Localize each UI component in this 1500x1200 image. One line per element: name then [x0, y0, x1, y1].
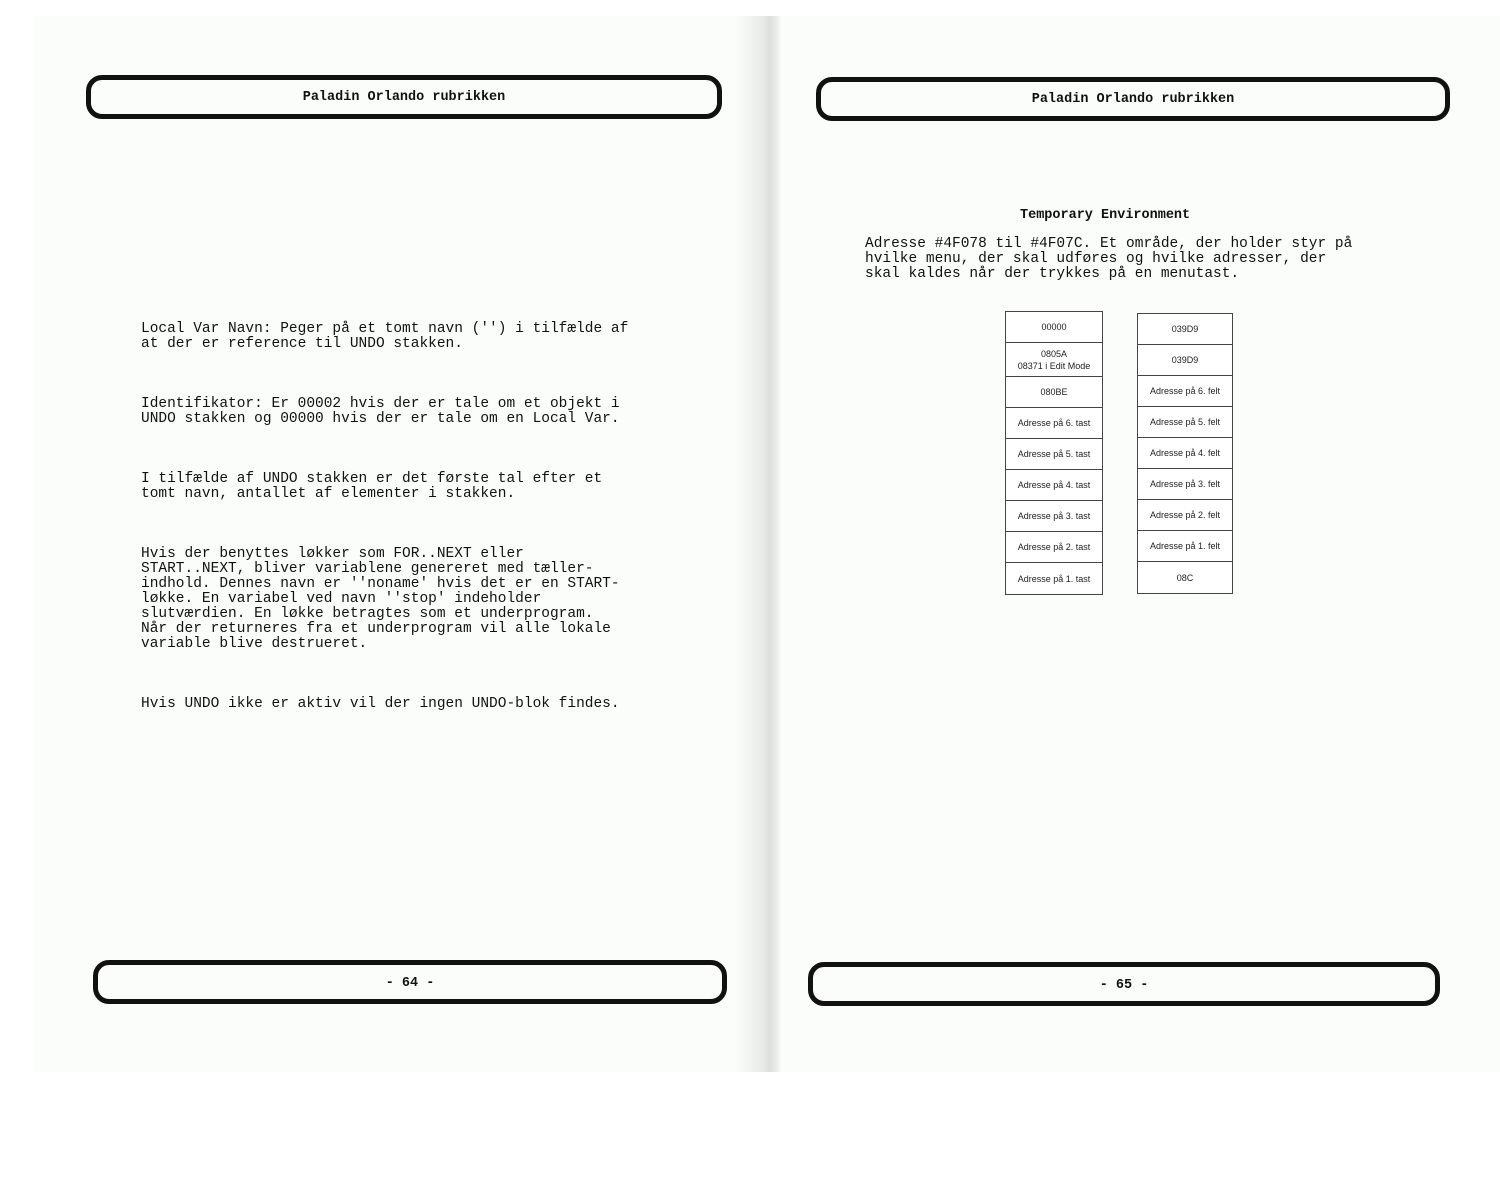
menu-field-stack-cell-label: Adresse på 4. felt: [1149, 448, 1221, 458]
menu-key-stack-cell-label: Adresse på 1. tast: [1017, 573, 1091, 584]
menu-key-stack-cell: [1006, 501, 1102, 532]
paragraph-identifikator: Identifikator: Er 00002 hvis der er tale om et objekt i UNDO stakken og 00000 hvis der er tale om en Local Var.: [141, 396, 620, 427]
menu-field-stack-cell: [1138, 438, 1232, 469]
left-header-bar: [86, 75, 722, 119]
menu-key-stack: [1005, 311, 1103, 595]
menu-field-stack-cell: [1138, 531, 1232, 562]
menu-key-stack-cell-label: 08371 i Edit Mode: [1017, 360, 1091, 371]
menu-field-stack: [1137, 313, 1233, 594]
right-header-bar: [816, 77, 1450, 121]
left-page-number: - 64 -: [385, 975, 435, 991]
menu-key-stack-cell: [1006, 439, 1102, 470]
right-page-number: - 65 -: [1099, 977, 1149, 993]
left-footer-bar: [93, 960, 727, 1004]
menu-field-stack-cell-label: Adresse på 2. felt: [1149, 510, 1221, 520]
right-footer-bar: [808, 962, 1440, 1006]
menu-field-stack-cell-label: Adresse på 3. felt: [1149, 479, 1221, 489]
left-header-title: Paladin Orlando rubrikken: [302, 89, 506, 105]
menu-field-stack-cell: [1138, 407, 1232, 438]
section-paragraph: Adresse #4F078 til #4F07C. Et område, der holder styr på hvilke menu, der skal udføres og hvilke adresser, der skal kaldes når der trykkes på en menutast.: [865, 236, 1353, 282]
menu-key-stack-cell: [1006, 408, 1102, 439]
menu-key-stack-cell: [1006, 532, 1102, 563]
menu-field-stack-cell-label: 08C: [1176, 572, 1194, 583]
left-page-body: [141, 292, 628, 742]
menu-key-stack-cell: [1006, 343, 1102, 377]
menu-field-stack-cell: [1138, 376, 1232, 407]
menu-key-stack-cell-label: Adresse på 6. tast: [1017, 418, 1091, 428]
menu-field-stack-cell-label: Adresse på 6. felt: [1149, 386, 1221, 396]
menu-field-stack-cell-label: Adresse på 5. felt: [1149, 417, 1221, 427]
menu-field-stack-cell-label: 039D9: [1171, 324, 1199, 334]
menu-key-stack-cell: [1006, 563, 1102, 594]
book-gutter: [735, 16, 780, 1072]
section-title: Temporary Environment: [1020, 208, 1191, 223]
menu-key-stack-cell-label: Adresse på 3. tast: [1017, 511, 1091, 521]
paragraph-loekker: Hvis der benyttes løkker som FOR..NEXT eller START..NEXT, bliver variablene genereret med tæller- indhold. Dennes navn er ''noname' hvis det er en START- løkke. En variabel ved navn ''stop' indeholder slutværdien. En løkke betragtes som et underprogram. Når der returneres fra et underprogram vil alle lokale variable blive destrueret.: [141, 546, 620, 652]
menu-key-stack-cell-label: Adresse på 2. tast: [1017, 542, 1091, 552]
menu-key-stack-cell-label: 080BE: [1040, 387, 1068, 397]
paragraph-undo-inaktiv: Hvis UNDO ikke er aktiv vil der ingen UNDO-blok findes.: [141, 696, 620, 712]
menu-key-stack-cell-label: 0805A: [1040, 348, 1068, 359]
right-header-title: Paladin Orlando rubrikken: [1031, 91, 1235, 107]
menu-key-stack-cell-label: 00000: [1041, 322, 1067, 332]
menu-field-stack-cell-label: 039D9: [1171, 355, 1199, 365]
menu-key-stack-cell: [1006, 470, 1102, 501]
menu-field-stack-cell: [1138, 345, 1232, 376]
paragraph-undo-stakken: I tilfælde af UNDO stakken er det første tal efter et tomt navn, antallet af elementer i stakken.: [141, 471, 603, 502]
menu-field-stack-cell: [1138, 500, 1232, 531]
right-page: [770, 16, 1500, 1072]
menu-field-stack-cell: [1138, 562, 1232, 593]
menu-field-stack-cell: [1138, 469, 1232, 500]
paragraph-local-var-navn: Local Var Navn: Peger på et tomt navn ('') i tilfælde af at der er reference til UNDO stakken.: [141, 321, 629, 352]
menu-key-stack-cell-label: Adresse på 4. tast: [1017, 480, 1091, 490]
menu-key-stack-cell-label: Adresse på 5. tast: [1017, 449, 1091, 459]
menu-field-stack-cell-label: Adresse på 1. felt: [1149, 541, 1221, 551]
menu-key-stack-cell: [1006, 377, 1102, 408]
menu-field-stack-cell: [1138, 314, 1232, 345]
menu-key-stack-cell: [1006, 312, 1102, 343]
